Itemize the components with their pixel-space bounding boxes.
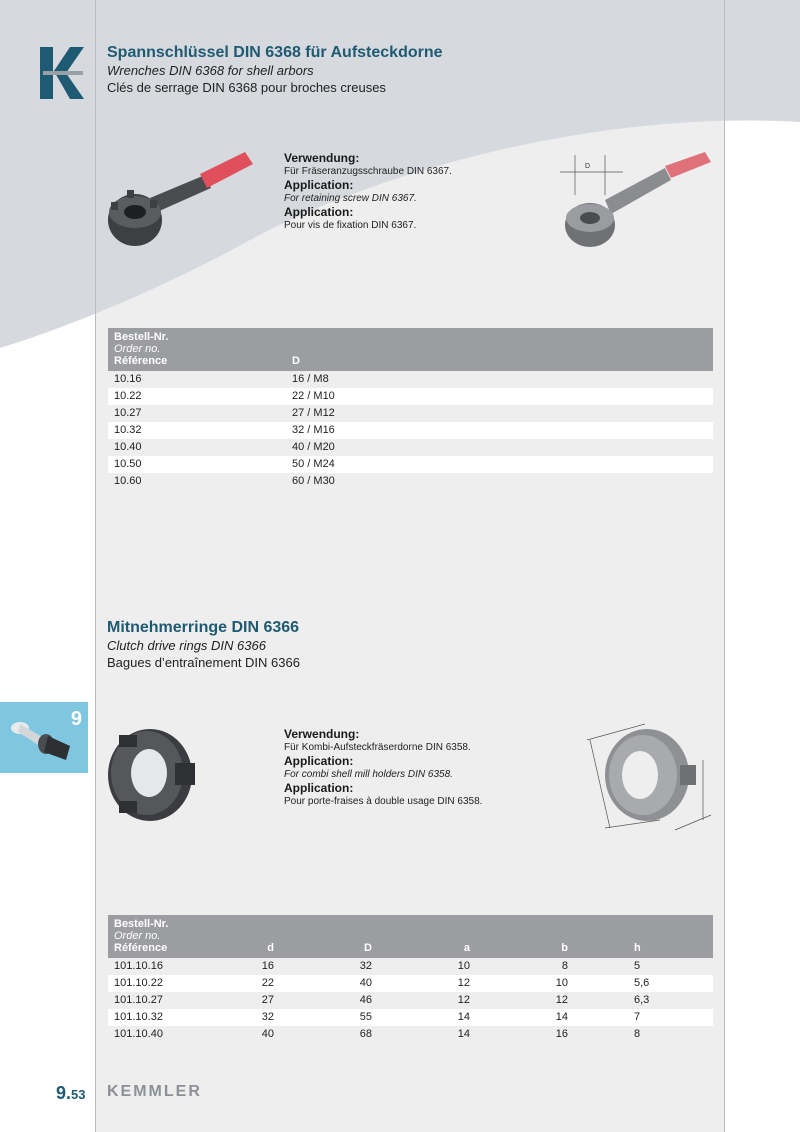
value-cell: 10 (457, 960, 470, 972)
usage-text-en: For combi shell mill holders DIN 6358. (284, 769, 453, 780)
drive-ring-photo (105, 725, 200, 825)
header-l1: Bestell-Nr. (114, 918, 169, 930)
table-row (108, 958, 713, 975)
order-number-cell: 10.50 (108, 456, 286, 473)
value-cell: 8 (561, 960, 568, 972)
usage-heading-de: Verwendung: (284, 151, 360, 165)
wrench-order-table (108, 328, 713, 490)
brand-name: KEMMLER (107, 1083, 202, 1100)
chapter-tab[interactable] (0, 702, 88, 773)
usage-heading-en: Application: (284, 178, 354, 192)
value-cell: 16 (261, 960, 274, 972)
order-number-cell: 10.16 (114, 373, 142, 385)
value-cell: 14 (378, 1009, 476, 1026)
value-cell: 27 (261, 994, 274, 1006)
table-row (108, 456, 713, 473)
order-number-cell: 10.27 (114, 407, 142, 419)
value-cell: 12 (378, 975, 476, 992)
value-cell: 68 (359, 1028, 372, 1040)
value-cell: 12 (457, 994, 470, 1006)
section2-subtitle-fr: Bagues d’entraînement DIN 6366 (107, 655, 300, 670)
header-l2: Order no. (114, 343, 161, 355)
wrench-photo (105, 150, 260, 250)
order-number-cell: 101.10.16 (114, 960, 163, 972)
value-cell: 12 (555, 994, 568, 1006)
value-cell: 5,6 (574, 975, 713, 992)
left-rule (95, 0, 96, 1132)
value-cell: 46 (359, 994, 372, 1006)
usage-text-fr: Pour porte-fraises à double usage DIN 6358. (284, 796, 483, 807)
h-header: h (574, 915, 713, 958)
header-l3: Référence (114, 942, 168, 954)
header-l2: Order no. (114, 930, 161, 942)
value-cell: 22 / M10 (286, 388, 713, 405)
value-cell: 32 (359, 960, 372, 972)
value-cell: 14 (476, 1009, 574, 1026)
usage-text-de: Für Kombi-Aufsteckfräserdorne DIN 6358. (284, 742, 471, 753)
drive-ring-order-table (108, 915, 713, 1043)
header-l1: Bestell-Nr. (114, 331, 169, 343)
order-number-cell: 10.22 (108, 388, 286, 405)
usage-heading-fr: Application: (284, 205, 354, 219)
value-cell: 32 / M16 (286, 422, 713, 439)
table-header-row (108, 915, 713, 958)
table-row (108, 473, 713, 490)
table-row (108, 1009, 713, 1026)
value-cell: 7 (574, 1009, 713, 1026)
header-l3: Référence (114, 355, 168, 367)
value-cell: 40 (261, 1028, 274, 1040)
chapter-number: 9 (70, 708, 82, 730)
wrench-technical-drawing (555, 150, 715, 250)
page-number (56, 1083, 85, 1104)
value-cell: 16 / M8 (292, 373, 329, 385)
value-cell: 22 (208, 975, 280, 992)
right-rule (724, 0, 725, 1132)
usage-heading-de: Verwendung: (284, 727, 360, 741)
kemmler-k-logo (40, 47, 84, 99)
table-row (108, 371, 713, 388)
value-cell: 6,3 (634, 994, 650, 1006)
table-row (108, 975, 713, 992)
section2-title: Mitnehmerringe DIN 6366 (107, 619, 300, 636)
value-cell: 8 (634, 1028, 641, 1040)
value-cell: 55 (280, 1009, 378, 1026)
value-cell: 16 (555, 1028, 568, 1040)
usage-heading-en: Application: (284, 754, 354, 768)
order-number-cell: 10.32 (108, 422, 286, 439)
value-cell: 32 (208, 1009, 280, 1026)
pull-stud-icon (8, 716, 73, 764)
order-number-cell: 10.60 (114, 475, 142, 487)
b-header: b (476, 915, 574, 958)
d-small-header: d (208, 915, 280, 958)
drive-ring-technical-drawing (585, 720, 715, 835)
value-cell: 40 (280, 975, 378, 992)
table-row (108, 422, 713, 439)
section1-subtitle-fr: Clés de serrage DIN 6368 pour broches creuses (107, 80, 386, 95)
table-row (108, 439, 713, 456)
d-large-header: D (280, 915, 378, 958)
a-header: a (378, 915, 476, 958)
value-cell: 5 (634, 960, 641, 972)
table-row (108, 405, 713, 422)
usage-heading-fr: Application: (284, 781, 354, 795)
section1-title: Spannschlüssel DIN 6368 für Aufsteckdorne (107, 44, 443, 61)
page-number-sub: 53 (71, 1087, 86, 1102)
value-cell: 10 (476, 975, 574, 992)
order-no-header (108, 328, 286, 371)
table-row (108, 388, 713, 405)
usage-text-fr: Pour vis de fixation DIN 6367. (284, 220, 417, 231)
table-header-row (108, 328, 713, 371)
section2-usage (284, 727, 584, 808)
section1-subtitle-en: Wrenches DIN 6368 for shell arbors (107, 63, 314, 78)
value-cell: 14 (457, 1028, 470, 1040)
section1-usage (284, 151, 574, 232)
drawing-d-label: D (585, 163, 591, 170)
value-cell: 40 / M20 (292, 441, 335, 453)
order-number-cell: 101.10.40 (114, 1028, 163, 1040)
value-cell: 27 / M12 (292, 407, 335, 419)
table-row (108, 1026, 713, 1043)
usage-text-de: Für Fräseranzugsschraube DIN 6367. (284, 166, 452, 177)
section2-subtitle-en: Clutch drive rings DIN 6366 (107, 638, 266, 653)
order-number-cell: 101.10.22 (108, 975, 208, 992)
page-number-main: 9. (56, 1083, 72, 1103)
value-cell: 60 / M30 (292, 475, 335, 487)
value-cell: 50 / M24 (286, 456, 713, 473)
d-header: D (286, 328, 713, 371)
usage-text-en: For retaining screw DIN 6367. (284, 193, 417, 204)
order-no-header (108, 915, 208, 958)
order-number-cell: 101.10.27 (114, 994, 163, 1006)
table-row (108, 992, 713, 1009)
order-number-cell: 10.40 (114, 441, 142, 453)
order-number-cell: 101.10.32 (108, 1009, 208, 1026)
